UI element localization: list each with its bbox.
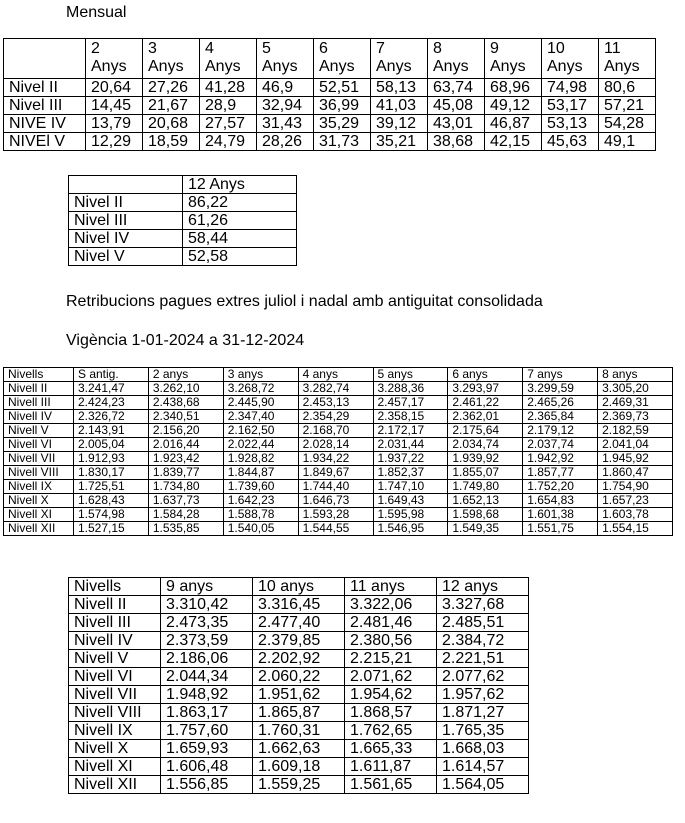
header-cell: 6 anys (448, 368, 523, 382)
value-cell: 35,29 (314, 115, 371, 133)
value-cell: 2.465,26 (523, 396, 598, 410)
value-cell: 2.481,46 (345, 614, 437, 632)
header-cell: 8 anys (598, 368, 673, 382)
row-label: Nivell II (69, 596, 161, 614)
value-cell: 38,68 (428, 133, 485, 151)
value-cell: 58,44 (183, 230, 297, 248)
value-cell: 1.844,87 (223, 466, 298, 480)
row-label: Nivell II (4, 382, 74, 396)
value-cell: 1.744,40 (298, 480, 373, 494)
value-cell: 1.865,87 (253, 704, 345, 722)
value-cell: 3.262,10 (148, 382, 223, 396)
table-row (69, 596, 529, 614)
value-cell: 1.546,95 (373, 522, 448, 536)
value-cell: 1.757,60 (161, 722, 253, 740)
header-cell: 3 anys (223, 368, 298, 382)
table-row (69, 194, 297, 212)
row-label: Nivell X (69, 740, 161, 758)
value-cell: 1.868,57 (345, 704, 437, 722)
value-cell: 2.473,35 (161, 614, 253, 632)
value-cell: 1.954,62 (345, 686, 437, 704)
value-cell: 3.316,45 (253, 596, 345, 614)
value-cell: 1.657,23 (598, 494, 673, 508)
value-cell: 3.327,68 (437, 596, 529, 614)
value-cell: 1.752,20 (523, 480, 598, 494)
header-cell (143, 39, 200, 79)
table-row (69, 230, 297, 248)
value-cell: 43,01 (428, 115, 485, 133)
header-cell (86, 39, 143, 79)
header-cell (542, 39, 599, 79)
value-cell: 1.549,35 (448, 522, 523, 536)
value-cell: 1.942,92 (523, 452, 598, 466)
table-row (4, 115, 656, 133)
header-cell (599, 39, 656, 79)
table-row (4, 97, 656, 115)
value-cell: 2.031,44 (373, 438, 448, 452)
table-row (4, 480, 673, 494)
value-cell: 2.369,73 (598, 410, 673, 424)
row-label: Nivell VII (4, 452, 74, 466)
value-cell: 3.282,74 (298, 382, 373, 396)
value-cell: 1.544,55 (298, 522, 373, 536)
value-cell: 2.438,68 (148, 396, 223, 410)
value-cell: 24,79 (200, 133, 257, 151)
value-cell: 1.584,28 (148, 508, 223, 522)
header-years-unit: Anys (376, 58, 412, 75)
value-cell: 2.202,92 (253, 650, 345, 668)
value-cell: 1.725,51 (74, 480, 149, 494)
header-years-number: 4 (205, 40, 214, 57)
row-label: Nivell VI (4, 438, 74, 452)
value-cell: 1.554,15 (598, 522, 673, 536)
value-cell: 39,12 (371, 115, 428, 133)
value-cell: 53,17 (542, 97, 599, 115)
header-years-number: 5 (262, 40, 271, 57)
header-years-number: 6 (319, 40, 328, 57)
value-cell: 1.642,23 (223, 494, 298, 508)
row-label: Nivell V (69, 650, 161, 668)
value-cell: 2.379,85 (253, 632, 345, 650)
value-cell: 2.340,51 (148, 410, 223, 424)
value-cell: 1.601,38 (523, 508, 598, 522)
value-cell: 1.598,68 (448, 508, 523, 522)
value-cell: 1.830,17 (74, 466, 149, 480)
header-years-unit: Anys (490, 58, 526, 75)
header-cell: 2 anys (148, 368, 223, 382)
header-years-number: 2 (91, 40, 100, 57)
value-cell: 1.939,92 (448, 452, 523, 466)
value-cell: 1.923,42 (148, 452, 223, 466)
heading-retribucions: Retribucions pagues extres juliol i nadal amb antiguitat consolidada (66, 293, 543, 310)
value-cell: 2.028,14 (298, 438, 373, 452)
header-cell: 10 anys (253, 578, 345, 596)
value-cell: 2.365,84 (523, 410, 598, 424)
value-cell: 1.628,43 (74, 494, 149, 508)
table-row (69, 722, 529, 740)
value-cell: 45,63 (542, 133, 599, 151)
value-cell: 32,94 (257, 97, 314, 115)
value-cell: 2.022,44 (223, 438, 298, 452)
value-cell: 2.373,59 (161, 632, 253, 650)
value-cell: 68,96 (485, 79, 542, 97)
value-cell: 1.948,92 (161, 686, 253, 704)
value-cell: 2.156,20 (148, 424, 223, 438)
table-row (4, 424, 673, 438)
value-cell: 2.162,50 (223, 424, 298, 438)
value-cell: 1.556,85 (161, 776, 253, 794)
value-cell: 27,26 (143, 79, 200, 97)
value-cell: 2.005,04 (74, 438, 149, 452)
row-label: Nivell XI (69, 758, 161, 776)
value-cell: 1.659,93 (161, 740, 253, 758)
row-label: Nivel II (69, 194, 183, 212)
value-cell: 2.461,22 (448, 396, 523, 410)
value-cell: 61,26 (183, 212, 297, 230)
value-cell: 2.326,72 (74, 410, 149, 424)
value-cell: 1.662,63 (253, 740, 345, 758)
value-cell: 1.564,05 (437, 776, 529, 794)
header-cell (485, 39, 542, 79)
row-label: Nivell XI (4, 508, 74, 522)
row-label: Nivell III (69, 614, 161, 632)
header-cell: 4 anys (298, 368, 373, 382)
value-cell: 41,03 (371, 97, 428, 115)
row-label: Nivell III (4, 396, 74, 410)
row-label: Nivell IX (69, 722, 161, 740)
value-cell: 1.574,98 (74, 508, 149, 522)
value-cell: 74,98 (542, 79, 599, 97)
value-cell: 2.041,04 (598, 438, 673, 452)
row-label: Nivell VIII (69, 704, 161, 722)
value-cell: 1.527,15 (74, 522, 149, 536)
header-cell (371, 39, 428, 79)
header-years-number: 3 (148, 40, 157, 57)
header-cell (200, 39, 257, 79)
value-cell: 1.928,82 (223, 452, 298, 466)
value-cell: 1.863,17 (161, 704, 253, 722)
value-cell: 58,13 (371, 79, 428, 97)
header-cell: 7 anys (523, 368, 598, 382)
header-cell-empty (4, 39, 86, 79)
value-cell: 13,79 (86, 115, 143, 133)
header-cell: Nivells (4, 368, 74, 382)
row-label: Nivel II (4, 79, 86, 97)
value-cell: 31,43 (257, 115, 314, 133)
value-cell: 2.453,13 (298, 396, 373, 410)
value-cell: 80,6 (599, 79, 656, 97)
header-years-unit: Anys (262, 58, 298, 75)
value-cell: 3.268,72 (223, 382, 298, 396)
value-cell: 1.871,27 (437, 704, 529, 722)
header-cell: 12 Anys (183, 176, 297, 194)
row-label: Nivell VIII (4, 466, 74, 480)
value-cell: 1.857,77 (523, 466, 598, 480)
value-cell: 3.310,42 (161, 596, 253, 614)
header-years-number: 9 (490, 40, 499, 57)
value-cell: 1.739,60 (223, 480, 298, 494)
value-cell: 2.077,62 (437, 668, 529, 686)
header-years-unit: Anys (205, 58, 241, 75)
value-cell: 1.559,25 (253, 776, 345, 794)
value-cell: 2.477,40 (253, 614, 345, 632)
value-cell: 1.937,22 (373, 452, 448, 466)
header-cell (257, 39, 314, 79)
header-years-unit: Anys (547, 58, 583, 75)
value-cell: 1.611,87 (345, 758, 437, 776)
row-label: NIVE IV (4, 115, 86, 133)
table-row (69, 758, 529, 776)
extra-pay-table-1 (3, 367, 673, 536)
table-row (69, 740, 529, 758)
value-cell: 35,21 (371, 133, 428, 151)
row-label: Nivell V (4, 424, 74, 438)
table-row (4, 466, 673, 480)
value-cell: 2.044,34 (161, 668, 253, 686)
value-cell: 18,59 (143, 133, 200, 151)
value-cell: 1.855,07 (448, 466, 523, 480)
header-cell: 11 anys (345, 578, 437, 596)
table-row (69, 632, 529, 650)
row-label: Nivell IV (69, 632, 161, 650)
value-cell: 14,45 (86, 97, 143, 115)
header-cell: 9 anys (161, 578, 253, 596)
value-cell: 21,67 (143, 97, 200, 115)
value-cell: 2.457,17 (373, 396, 448, 410)
row-label: NIVEl V (4, 133, 86, 151)
value-cell: 45,08 (428, 97, 485, 115)
value-cell: 53,13 (542, 115, 599, 133)
value-cell: 2.347,40 (223, 410, 298, 424)
value-cell: 2.221,51 (437, 650, 529, 668)
value-cell: 2.186,06 (161, 650, 253, 668)
value-cell: 1.609,18 (253, 758, 345, 776)
value-cell: 36,99 (314, 97, 371, 115)
header-cell: S antig. (74, 368, 149, 382)
table-row (4, 410, 673, 424)
value-cell: 49,1 (599, 133, 656, 151)
table-row (4, 494, 673, 508)
value-cell: 1.668,03 (437, 740, 529, 758)
value-cell: 46,9 (257, 79, 314, 97)
value-cell: 28,9 (200, 97, 257, 115)
value-cell: 2.358,15 (373, 410, 448, 424)
value-cell: 2.469,31 (598, 396, 673, 410)
value-cell: 1.593,28 (298, 508, 373, 522)
header-years-unit: Anys (433, 58, 469, 75)
header-cell (314, 39, 371, 79)
value-cell: 52,58 (183, 248, 297, 266)
extra-pay-table-2 (68, 577, 529, 794)
value-cell: 1.588,78 (223, 508, 298, 522)
value-cell: 2.034,74 (448, 438, 523, 452)
value-cell: 2.172,17 (373, 424, 448, 438)
table-row (69, 686, 529, 704)
table-row (69, 212, 297, 230)
value-cell: 1.561,65 (345, 776, 437, 794)
value-cell: 20,68 (143, 115, 200, 133)
value-cell: 1.765,35 (437, 722, 529, 740)
table-header-row (4, 368, 673, 382)
value-cell: 2.143,91 (74, 424, 149, 438)
table-header-row (69, 176, 297, 194)
value-cell: 1.614,57 (437, 758, 529, 776)
value-cell: 57,21 (599, 97, 656, 115)
row-label: Nivell X (4, 494, 74, 508)
value-cell: 1.540,05 (223, 522, 298, 536)
value-cell: 49,12 (485, 97, 542, 115)
value-cell: 1.951,62 (253, 686, 345, 704)
value-cell: 2.179,12 (523, 424, 598, 438)
value-cell: 86,22 (183, 194, 297, 212)
value-cell: 41,28 (200, 79, 257, 97)
value-cell: 1.646,73 (298, 494, 373, 508)
value-cell: 63,74 (428, 79, 485, 97)
row-label: Nivel III (4, 97, 86, 115)
row-label: Nivel IV (69, 230, 183, 248)
table-row (4, 508, 673, 522)
table-row (69, 776, 529, 794)
value-cell: 1.754,90 (598, 480, 673, 494)
value-cell: 1.665,33 (345, 740, 437, 758)
table-row (69, 650, 529, 668)
row-label: Nivell XII (69, 776, 161, 794)
value-cell: 1.595,98 (373, 508, 448, 522)
header-years-unit: Anys (604, 58, 640, 75)
value-cell: 1.535,85 (148, 522, 223, 536)
value-cell: 2.445,90 (223, 396, 298, 410)
value-cell: 2.168,70 (298, 424, 373, 438)
heading-vigencia: Vigència 1-01-2024 a 31-12-2024 (66, 332, 305, 349)
value-cell: 2.424,23 (74, 396, 149, 410)
value-cell: 1.762,65 (345, 722, 437, 740)
value-cell: 2.384,72 (437, 632, 529, 650)
header-years-number: 8 (433, 40, 442, 57)
table-row (4, 396, 673, 410)
heading-mensual: Mensual (66, 4, 127, 21)
table-row (4, 382, 673, 396)
table-row (4, 452, 673, 466)
value-cell: 1.957,62 (437, 686, 529, 704)
value-cell: 1.734,80 (148, 480, 223, 494)
value-cell: 27,57 (200, 115, 257, 133)
value-cell: 2.016,44 (148, 438, 223, 452)
value-cell: 2.060,22 (253, 668, 345, 686)
table-row (4, 522, 673, 536)
value-cell: 3.299,59 (523, 382, 598, 396)
header-cell: 5 anys (373, 368, 448, 382)
header-years-number: 7 (376, 40, 385, 57)
value-cell: 1.652,13 (448, 494, 523, 508)
row-label: Nivell XII (4, 522, 74, 536)
header-cell (428, 39, 485, 79)
row-label: Nivel III (69, 212, 183, 230)
value-cell: 1.654,83 (523, 494, 598, 508)
table-row (4, 438, 673, 452)
header-years-number: 11 (604, 40, 621, 57)
value-cell: 2.215,21 (345, 650, 437, 668)
value-cell: 3.305,20 (598, 382, 673, 396)
value-cell: 31,73 (314, 133, 371, 151)
monthly-table (3, 38, 656, 151)
row-label: Nivell VI (69, 668, 161, 686)
value-cell: 2.182,59 (598, 424, 673, 438)
header-cell: 12 anys (437, 578, 529, 596)
header-years-unit: Anys (319, 58, 355, 75)
table-row (69, 614, 529, 632)
value-cell: 3.293,97 (448, 382, 523, 396)
value-cell: 1.852,37 (373, 466, 448, 480)
value-cell: 1.606,48 (161, 758, 253, 776)
table-row (4, 79, 656, 97)
value-cell: 46,87 (485, 115, 542, 133)
value-cell: 1.912,93 (74, 452, 149, 466)
row-label: Nivell IV (4, 410, 74, 424)
value-cell: 2.380,56 (345, 632, 437, 650)
value-cell: 2.362,01 (448, 410, 523, 424)
value-cell: 12,29 (86, 133, 143, 151)
value-cell: 3.288,36 (373, 382, 448, 396)
value-cell: 3.322,06 (345, 596, 437, 614)
value-cell: 1.849,67 (298, 466, 373, 480)
value-cell: 20,64 (86, 79, 143, 97)
row-label: Nivell IX (4, 480, 74, 494)
value-cell: 2.037,74 (523, 438, 598, 452)
value-cell: 1.934,22 (298, 452, 373, 466)
value-cell: 1.637,73 (148, 494, 223, 508)
value-cell: 1.551,75 (523, 522, 598, 536)
table-row (69, 248, 297, 266)
value-cell: 54,28 (599, 115, 656, 133)
value-cell: 1.945,92 (598, 452, 673, 466)
header-years-unit: Anys (91, 58, 127, 75)
header-years-number: 10 (547, 40, 565, 57)
value-cell: 1.749,80 (448, 480, 523, 494)
header-years-unit: Anys (148, 58, 184, 75)
monthly-12-anys-table (68, 175, 297, 266)
value-cell: 2.071,62 (345, 668, 437, 686)
value-cell: 42,15 (485, 133, 542, 151)
table-row (4, 133, 656, 151)
value-cell: 1.839,77 (148, 466, 223, 480)
row-label: Nivell VII (69, 686, 161, 704)
value-cell: 28,26 (257, 133, 314, 151)
value-cell: 1.760,31 (253, 722, 345, 740)
value-cell: 1.649,43 (373, 494, 448, 508)
table-row (69, 704, 529, 722)
table-header-row (4, 39, 656, 79)
value-cell: 52,51 (314, 79, 371, 97)
row-label: Nivel V (69, 248, 183, 266)
header-cell-empty (69, 176, 183, 194)
header-cell: Nivells (69, 578, 161, 596)
value-cell: 1.603,78 (598, 508, 673, 522)
value-cell: 2.175,64 (448, 424, 523, 438)
value-cell: 3.241,47 (74, 382, 149, 396)
table-row (69, 668, 529, 686)
table-header-row (69, 578, 529, 596)
value-cell: 2.485,51 (437, 614, 529, 632)
value-cell: 1.747,10 (373, 480, 448, 494)
value-cell: 1.860,47 (598, 466, 673, 480)
value-cell: 2.354,29 (298, 410, 373, 424)
